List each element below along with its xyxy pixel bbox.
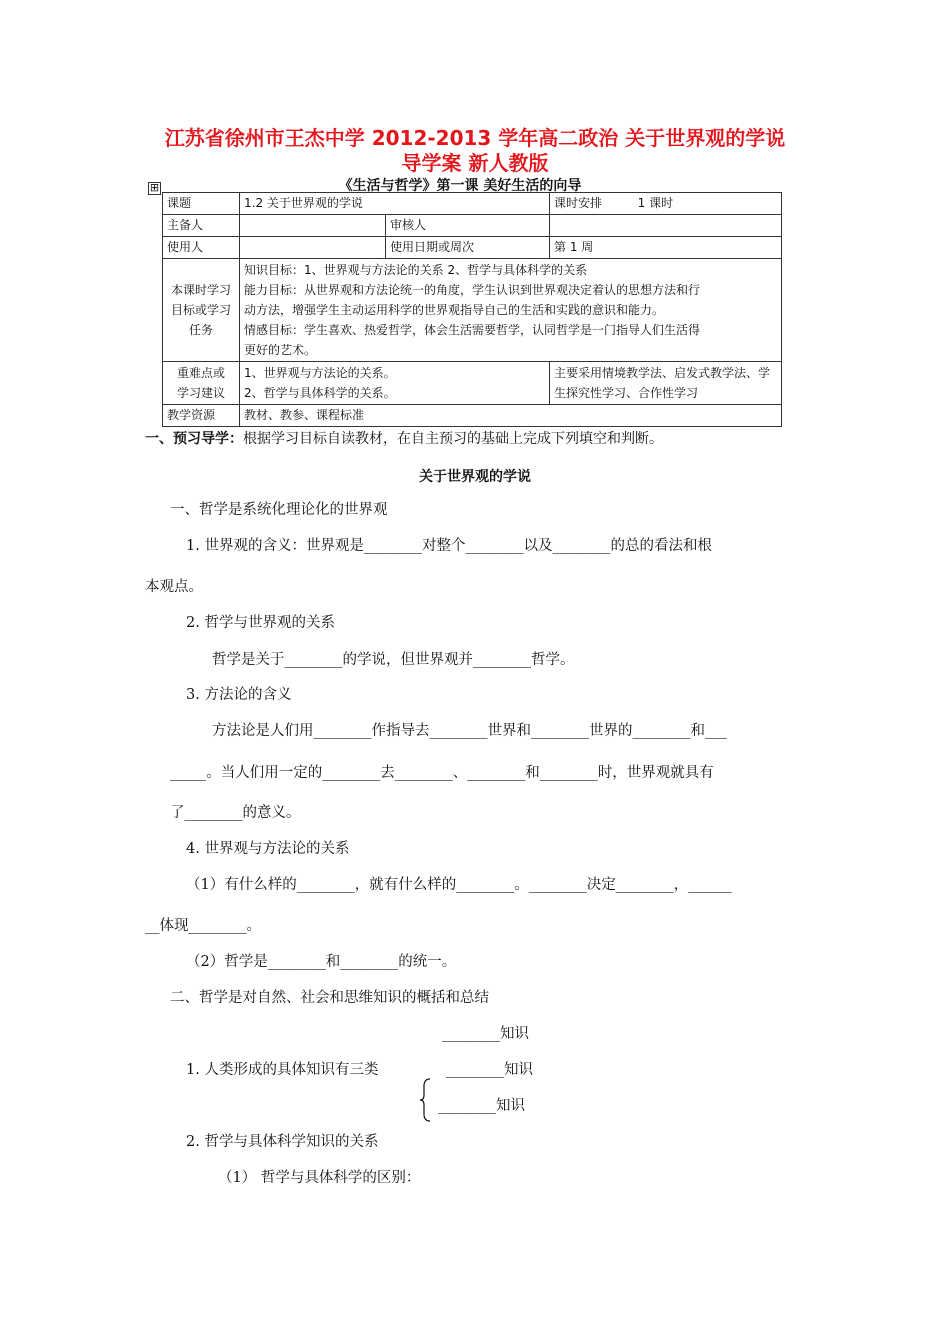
lesson-title: 关于世界观的学说 [419, 469, 531, 485]
method-line: 主要采用情境教学法、启发式教学法、学 [554, 366, 771, 380]
table-row [163, 259, 782, 362]
key-point: 2、哲学与具体科学的关系。 [244, 386, 396, 400]
knowledge-types-intro: 1. 人类形成的具体知识有三类 [186, 1062, 379, 1078]
key-points-label-line: 学习建议 [176, 386, 225, 400]
brace-icon [419, 1078, 431, 1122]
reviewer-label: 审核人 [386, 215, 550, 237]
reviewer-value [550, 215, 782, 237]
section-heading-text: 根据学习目标自读教材，在自主预习的基础上完成下列填空和判断。 [243, 431, 663, 447]
preparer-value [240, 215, 386, 237]
knowledge-type-1: ________知识 [442, 1026, 529, 1042]
key-points-content [240, 362, 550, 405]
goals-content [240, 259, 782, 362]
goal-line: 更好的艺术。 [244, 343, 317, 357]
date-value: 第 1 周 [550, 237, 782, 259]
preview-section-heading [145, 428, 663, 448]
title-line-2: 导学案 新人教版 [401, 151, 549, 175]
table-caption: 《生活与哲学》第一课 美好生活的向导 [338, 178, 582, 194]
preparer-label: 主备人 [163, 215, 240, 237]
topic-value: 1.2 关于世界观的学说 [240, 193, 550, 215]
table-row [163, 405, 782, 427]
teaching-methods [550, 362, 782, 405]
goal-line: 情感目标：学生喜欢、热爱哲学，体会生活需要哲学，认同哲学是一门指导人们生活得 [244, 323, 701, 337]
period-label: 课时安排 [554, 196, 603, 210]
resources-label: 教学资源 [163, 405, 240, 427]
goal-line: 动方法，增强学生主动运用科学的世界观指导自己的生活和实践的意识和能力。 [244, 303, 665, 317]
period-value: 1 课时 [637, 196, 674, 210]
lesson-info-table [162, 192, 782, 427]
topic-label: 课题 [163, 193, 240, 215]
philosophy-worldview-blank: 哲学是关于________的学说，但世界观并________哲学。 [212, 652, 575, 668]
key-points-label [163, 362, 240, 405]
table-row [163, 237, 782, 259]
relation-item-1-cont: __体现________。 [145, 918, 261, 934]
table-row [163, 193, 782, 215]
title-line-1: 江苏省徐州市王杰中学 2012-2013 学年高二政治 关于世界观的学说 [164, 126, 786, 150]
difference-item: （1） 哲学与具体科学的区别： [218, 1170, 421, 1186]
subheading-relation: 2. 哲学与具体科学知识的关系 [186, 1134, 379, 1150]
date-label: 使用日期或周次 [386, 237, 550, 259]
section-heading-bold: 一、预习导学： [145, 431, 243, 447]
methodology-definition-cont: _____。当人们用一定的________去________、________和________时，世界观就具有 [170, 765, 714, 781]
period-cell [550, 193, 782, 215]
goal-line: 能力目标：从世界观和方法论统一的角度，学生认识到世界观决定着认的思想方法和行 [244, 283, 701, 297]
relation-item-2: （2）哲学是________和________的统一。 [186, 954, 457, 970]
subheading-2: 2. 哲学与世界观的关系 [186, 615, 335, 631]
knowledge-type-3: ________知识 [438, 1098, 525, 1114]
table-row [163, 215, 782, 237]
methodology-definition: 方法论是人们用________作指导去________世界和________世界的________和___ [212, 723, 727, 739]
heading-two: 二、哲学是对自然、社会和思维知识的概括和总结 [170, 990, 489, 1006]
goal-line: 知识目标：1、世界观与方法论的关系 2、哲学与具体科学的关系 [244, 263, 588, 277]
relation-item-1: （1）有什么样的________，就有什么样的________。________决定________，______ [186, 877, 732, 893]
table-row [163, 362, 782, 405]
knowledge-type-2: ________知识 [446, 1062, 533, 1078]
methodology-definition-end: 了________的意义。 [170, 805, 301, 821]
user-label: 使用人 [163, 237, 240, 259]
key-point: 1、世界观与方法论的关系。 [244, 366, 396, 380]
goals-label: 本课时学习目标或学习任务 [163, 259, 240, 362]
subheading-3: 3. 方法论的含义 [186, 687, 292, 703]
worldview-definition: 1. 世界观的含义：世界观是________对整个________以及________的总的看法和根 [186, 538, 712, 554]
user-value [240, 237, 386, 259]
worldview-definition-cont: 本观点。 [145, 579, 203, 595]
document-title [130, 126, 820, 176]
expand-icon[interactable]: ⊞ [149, 181, 160, 194]
key-points-label-line: 重难点或 [176, 366, 225, 380]
heading-one: 一、哲学是系统化理论化的世界观 [170, 502, 388, 518]
resources-value: 教材、教参、课程标准 [240, 405, 782, 427]
subheading-4: 4. 世界观与方法论的关系 [186, 841, 350, 857]
method-line: 生探究性学习、合作性学习 [554, 386, 699, 400]
